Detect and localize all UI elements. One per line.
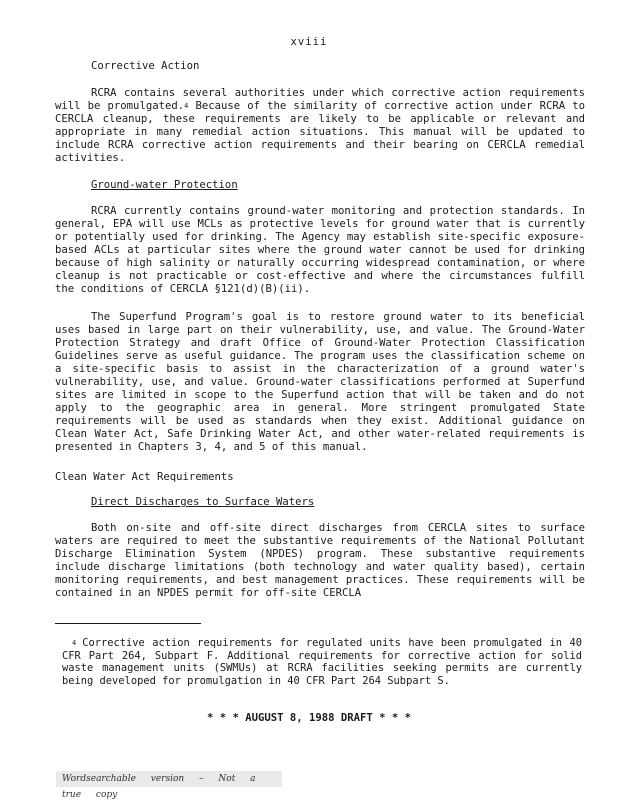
- paragraph-groundwater-2: The Superfund Program's goal is to restore ground water to its beneficial uses based in large part on their vulnerability, use, and value. The Ground-Water Protection Strategy and draft Office of Ground-Water Protection Classification Guidelines serve as useful guidance. The program uses the classification scheme on a site-specific basis to assist in the characterization of a ground water's vulnerability, use, and value. Ground-water classifications performed at Superfund sites are limited in scope to the Superfund action that will be taken and do not apply to the geographic area in general. More stringent promulgated State requirements will be used as standards when they exist. Additional guidance on Clean Water Act, Safe Drinking Water Act, and other water-related requirements is presented in Chapters 3, 4, and 5 of this manual.: [55, 311, 585, 453]
- section-heading-groundwater: [55, 179, 618, 192]
- paragraph-groundwater-1: RCRA currently contains ground-water monitoring and protection standards. In general, EPA will use MCLs as protective levels for ground water that is currently or potentially used for drinking. The Agency may establish site-specific exposure-based ACLs at particular sites where the ground water cannot be used for drinking because of high salinity or naturally occurring widespread contamination, or where cleanup is not practicable or cost-effective and where the circumstances fulfill the conditions of CERCLA §121(d)(B)(ii).: [55, 205, 585, 295]
- page-number: xviii: [290, 36, 328, 48]
- footnote-reference: 4: [184, 102, 189, 110]
- paragraph-text: Because of the similarity of corrective action under RCRA to CERCLA cleanup, these requirements are likely to be applicable or relevant and appropriate in many remedial action situations. This manual will be updated to include RCRA corrective action requirements and their bearing on CERCLA remedial activities.: [55, 100, 585, 164]
- footnote-text: Corrective action requirements for regulated units have been promulgated in 40 CFR Part 264, Subpart F. Additional requirements for corrective action for solid waste management units (SWMUs) at RCRA facilities seeking permits are currently being developed for promulgation in 40 CFR Part 264 Subpart S.: [62, 637, 582, 687]
- section-heading-clean-water-act: Clean Water Act Requirements: [55, 471, 234, 483]
- footnote-mark: 4: [72, 639, 77, 647]
- subsection-heading-direct-discharges: [55, 496, 618, 509]
- draft-date-line: * * * AUGUST 8, 1988 DRAFT * * *: [206, 712, 412, 724]
- footnote: [62, 637, 582, 687]
- watermark-banner: Wordsearchable version – Not a true copy: [56, 771, 282, 787]
- section-heading-text: Ground-water Protection: [91, 179, 238, 191]
- footnote-divider: [55, 623, 201, 624]
- paragraph-direct-discharges: Both on-site and off-site direct discharges from CERCLA sites to surface waters are required to meet the substantive requirements of the National Pollutant Discharge Elimination System (NPDES) program. These substantive requirements include discharge limitations (both technology and water quality based), certain monitoring requirements, and best management practices. These requirements will be contained in an NPDES permit for off-site CERCLA: [55, 522, 585, 599]
- paragraph-text: RCRA contains several authorities under which corrective action requirements will be promulgated.: [55, 87, 585, 112]
- paragraph-corrective-action: [55, 87, 585, 165]
- subsection-heading-text: Direct Discharges to Surface Waters: [91, 496, 315, 508]
- section-heading-corrective-action: Corrective Action: [91, 60, 200, 72]
